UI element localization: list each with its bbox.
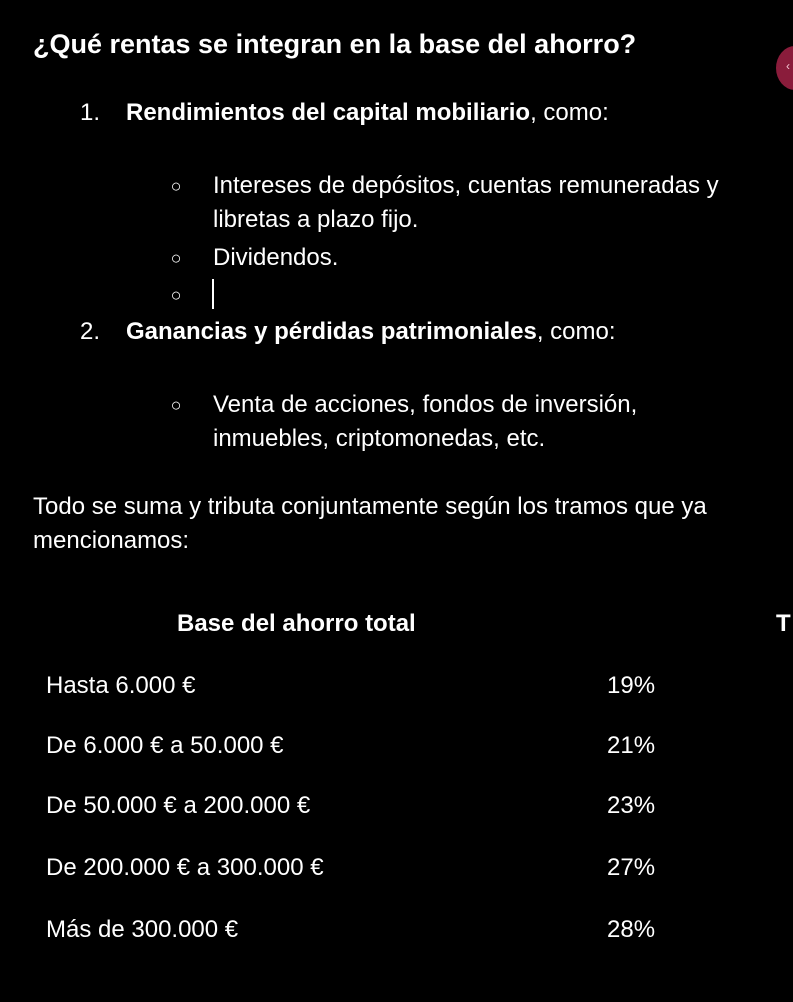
table-row: [0, 789, 793, 823]
summary-paragraph: Todo se suma y tributa conjuntamente según los tramos que ya mencionamos:: [33, 493, 707, 554]
list-item-title: Ganancias y pérdidas patrimoniales: [126, 318, 537, 345]
table-header-rate: T: [776, 610, 791, 637]
sub-list-item: Dividendos.: [213, 244, 339, 271]
list-number: 2.: [80, 318, 101, 345]
scroll-right-button[interactable]: [776, 46, 793, 90]
hollow-circle-bullet-icon: ○: [170, 176, 182, 196]
table-cell-range: Más de 300.000 €: [46, 916, 239, 943]
section-heading: ¿Qué rentas se integran en la base del ahorro?: [33, 29, 637, 59]
table-cell-rate: 19%: [607, 672, 656, 699]
table-cell-rate: 27%: [607, 854, 656, 881]
table-header-base: Base del ahorro total: [177, 610, 416, 637]
table-row: [0, 729, 793, 763]
table-row: [0, 669, 793, 703]
table-row: [0, 913, 793, 947]
hollow-circle-bullet-icon: ○: [170, 248, 182, 268]
text-cursor: [212, 279, 214, 309]
sub-list-item: Intereses de depósitos, cuentas remuneradas y libretas a plazo fijo.: [213, 172, 719, 233]
list-item-1: [80, 96, 609, 130]
table-cell-rate: 21%: [607, 732, 656, 759]
hollow-circle-bullet-icon: ○: [170, 395, 182, 415]
table-cell-range: Hasta 6.000 €: [46, 672, 196, 699]
list-number: 1.: [80, 99, 101, 126]
table-cell-range: De 6.000 € a 50.000 €: [46, 732, 284, 759]
sub-list-item: Venta de acciones, fondos de inversión, inmuebles, criptomonedas, etc.: [213, 391, 638, 452]
list-item-2: [80, 315, 616, 349]
table-cell-rate: 23%: [607, 792, 656, 819]
table-cell-range: De 200.000 € a 300.000 €: [46, 854, 324, 881]
chevron-right-icon: ‹: [786, 59, 790, 73]
table-cell-range: De 50.000 € a 200.000 €: [46, 792, 311, 819]
list-item-suffix: , como:: [530, 99, 609, 126]
table-row: [0, 851, 793, 885]
list-item-title: Rendimientos del capital mobiliario: [126, 99, 531, 126]
table-cell-rate: 28%: [607, 916, 656, 943]
hollow-circle-bullet-icon: ○: [170, 285, 182, 305]
list-item-suffix: , como:: [536, 318, 616, 345]
